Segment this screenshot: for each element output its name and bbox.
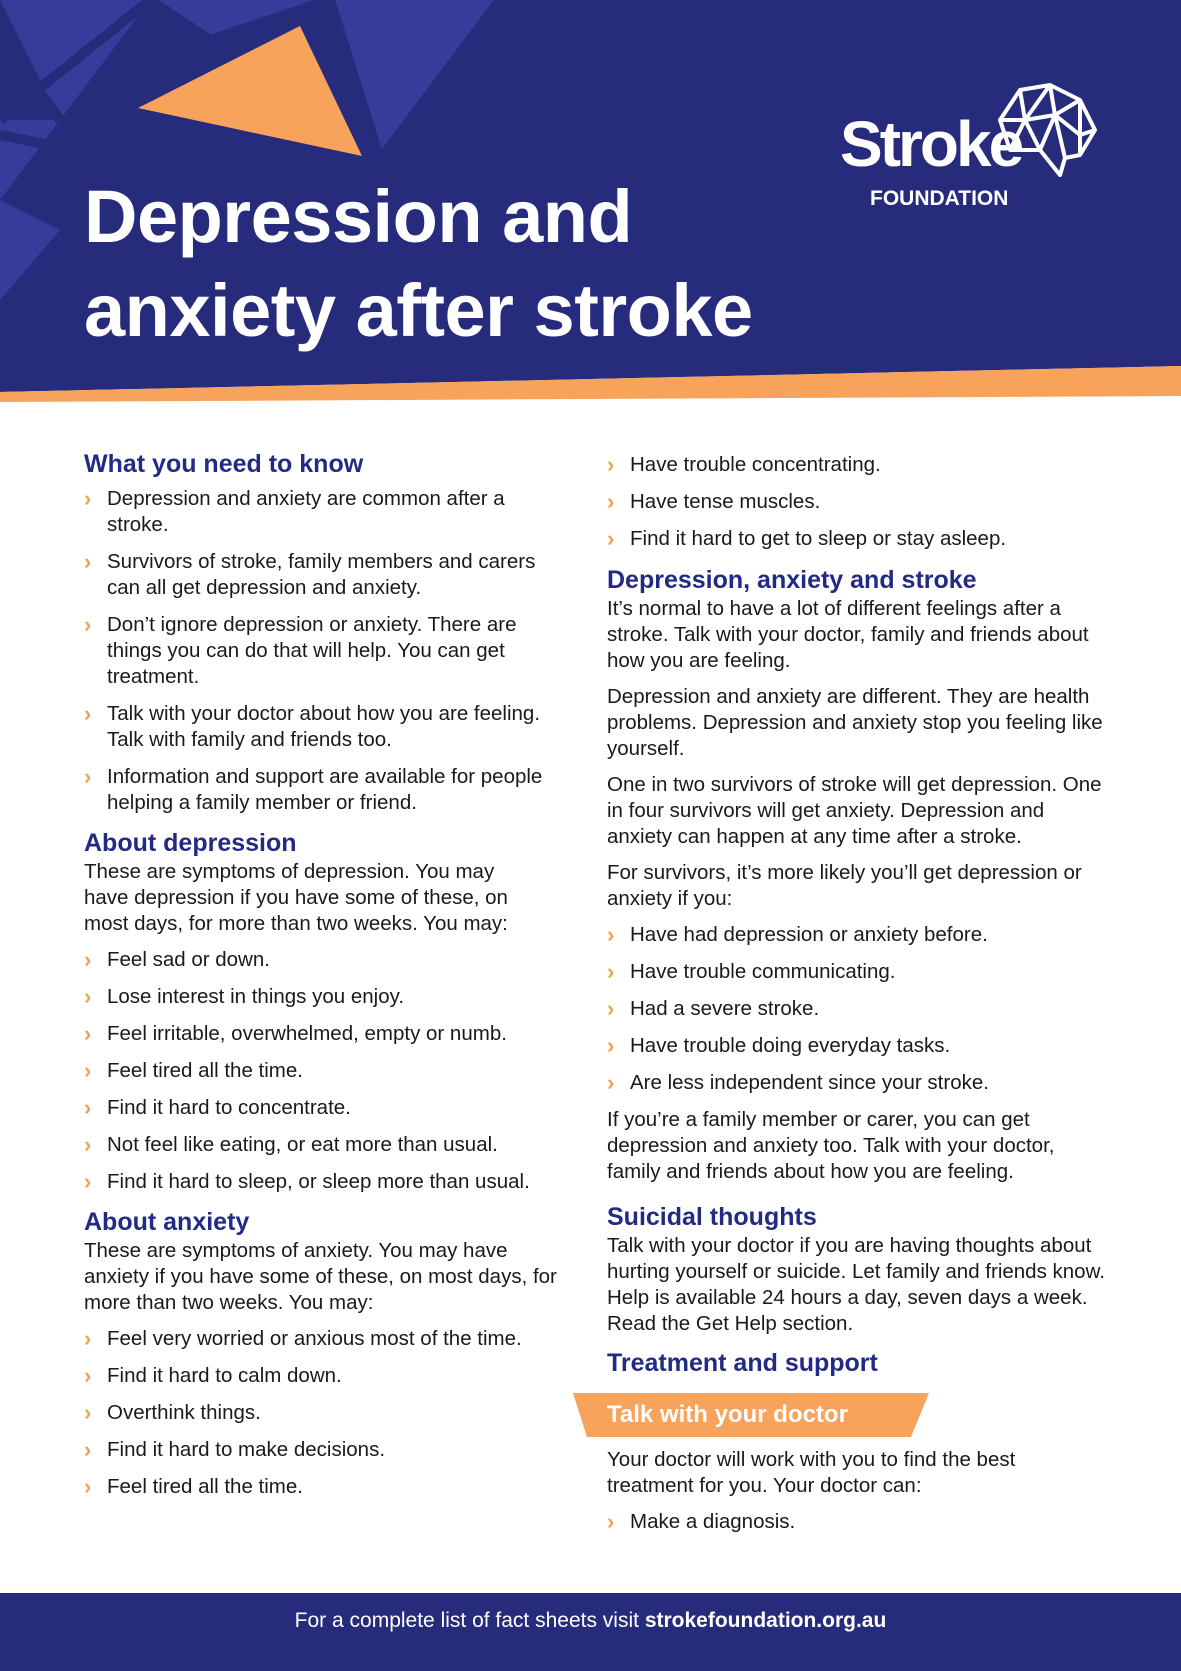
depression-symptom-list	[84, 947, 564, 1195]
need-to-know-list	[84, 486, 564, 816]
list-item: › Had a severe stroke.	[607, 996, 820, 1021]
title-line-2: anxiety after stroke	[84, 269, 753, 352]
section-need-to-know	[84, 448, 564, 816]
list-item: › Feel irritable, overwhelmed, empty or numb.	[84, 1021, 507, 1046]
heading-about-depression: About depression	[84, 829, 297, 857]
anxiety-symptom-list	[84, 1326, 564, 1500]
heading-about-anxiety: About anxiety	[84, 1208, 250, 1236]
section-about-anxiety	[84, 1206, 564, 1500]
list-item: › Lose interest in things you enjoy.	[84, 984, 405, 1009]
list-item: › Make a diagnosis.	[607, 1509, 796, 1534]
section-about-depression	[84, 827, 564, 1195]
page-title	[84, 170, 753, 358]
list-item: › Find it hard to sleep, or sleep more than usual.	[84, 1169, 530, 1194]
list-item: › Not feel like eating, or eat more than usual.	[84, 1132, 498, 1157]
list-item: › Feel very worried or anxious most of the time.	[84, 1326, 522, 1351]
treatment-text: Your doctor will work with you to find the best treatment for you. Your doctor can:	[607, 1448, 1016, 1497]
section-dep-anx-stroke	[607, 564, 1107, 1185]
list-item: › Depression and anxiety are common after a stroke.	[84, 486, 505, 536]
list-item: › Find it hard to calm down.	[84, 1363, 342, 1388]
list-item: › Feel tired all the time.	[84, 1474, 303, 1499]
dep-anx-p3: One in two survivors of stroke will get depression. One in four survivors will get anxiety. Depression and anxiety can happen at any time after a stroke.	[607, 773, 1102, 848]
right-column	[607, 452, 1107, 1546]
list-item: › Feel sad or down.	[84, 947, 270, 972]
list-item: › Have trouble doing everyday tasks.	[607, 1033, 951, 1058]
depression-intro: These are symptoms of depression. You may have depression if you have some of these, on most days, for more than two weeks. You may:	[84, 860, 508, 935]
dep-anx-p5: If you’re a family member or carer, you can get depression and anxiety too. Talk with your doctor, family and friends about how you are feeling.	[607, 1108, 1055, 1183]
suicidal-text: Talk with your doctor if you are having thoughts about hurting yourself or suicide. Let family and friends know. Help is available 24 hours a day, seven days a week. Read the Get Help section.	[607, 1234, 1105, 1335]
anxiety-intro: These are symptoms of anxiety. You may have anxiety if you have some of these, on most days, for more than two weeks. You may:	[84, 1239, 557, 1314]
heading-need-to-know: What you need to know	[84, 450, 364, 478]
list-item: › Have tense muscles.	[607, 489, 821, 514]
list-item: › Survivors of stroke, family members and carers can all get depression and anxiety.	[84, 549, 536, 599]
section-treatment	[607, 1347, 1107, 1535]
list-item: › Don’t ignore depression or anxiety. There are things you can do that will help. You can get treatment.	[84, 612, 517, 688]
talk-with-doctor-badge	[573, 1393, 933, 1437]
title-line-1: Depression and	[84, 175, 633, 258]
doctor-can-list	[607, 1509, 1107, 1535]
list-item: › Have had depression or anxiety before.	[607, 922, 988, 947]
footer-link[interactable]: strokefoundation.org.au	[644, 1609, 887, 1632]
list-item: › Talk with your doctor about how you are feeling. Talk with family and friends too.	[84, 701, 541, 751]
list-item: › Are less independent since your stroke.	[607, 1070, 989, 1095]
list-item: › Have trouble communicating.	[607, 959, 896, 984]
left-column	[84, 448, 564, 1511]
header-banner	[0, 0, 1181, 402]
risk-factor-list	[607, 922, 1107, 1096]
list-item: › Feel tired all the time.	[84, 1058, 303, 1083]
footer-text: For a complete list of fact sheets visit	[294, 1609, 639, 1632]
logo-wordmark: Stroke	[840, 108, 1022, 180]
anxiety-symptom-list-continued	[607, 452, 1107, 552]
heading-suicidal-thoughts: Suicidal thoughts	[607, 1203, 817, 1231]
list-item: › Find it hard to get to sleep or stay asleep.	[607, 526, 1007, 551]
list-item: › Find it hard to make decisions.	[84, 1437, 386, 1462]
footer-bar	[0, 1593, 1181, 1671]
logo-subtitle: FOUNDATION	[870, 187, 1009, 210]
list-item: › Information and support are available for people helping a family member or friend.	[84, 764, 543, 814]
heading-dep-anx-stroke: Depression, anxiety and stroke	[607, 566, 977, 594]
dep-anx-p2: Depression and anxiety are different. They are health problems. Depression and anxiety stop you feeling like yourself.	[607, 685, 1103, 760]
list-item: › Find it hard to concentrate.	[84, 1095, 351, 1120]
dep-anx-p4: For survivors, it’s more likely you’ll get depression or anxiety if you:	[607, 861, 1082, 910]
stroke-foundation-logo	[840, 80, 1100, 210]
heading-treatment: Treatment and support	[607, 1349, 878, 1377]
dep-anx-p1: It’s normal to have a lot of different feelings after a stroke. Talk with your doctor, family and friends about how you are feeling.	[607, 597, 1089, 672]
list-item: › Have trouble concentrating.	[607, 452, 881, 477]
section-suicidal-thoughts	[607, 1201, 1107, 1337]
list-item: › Overthink things.	[84, 1400, 261, 1425]
badge-label: Talk with your doctor	[607, 1401, 848, 1428]
